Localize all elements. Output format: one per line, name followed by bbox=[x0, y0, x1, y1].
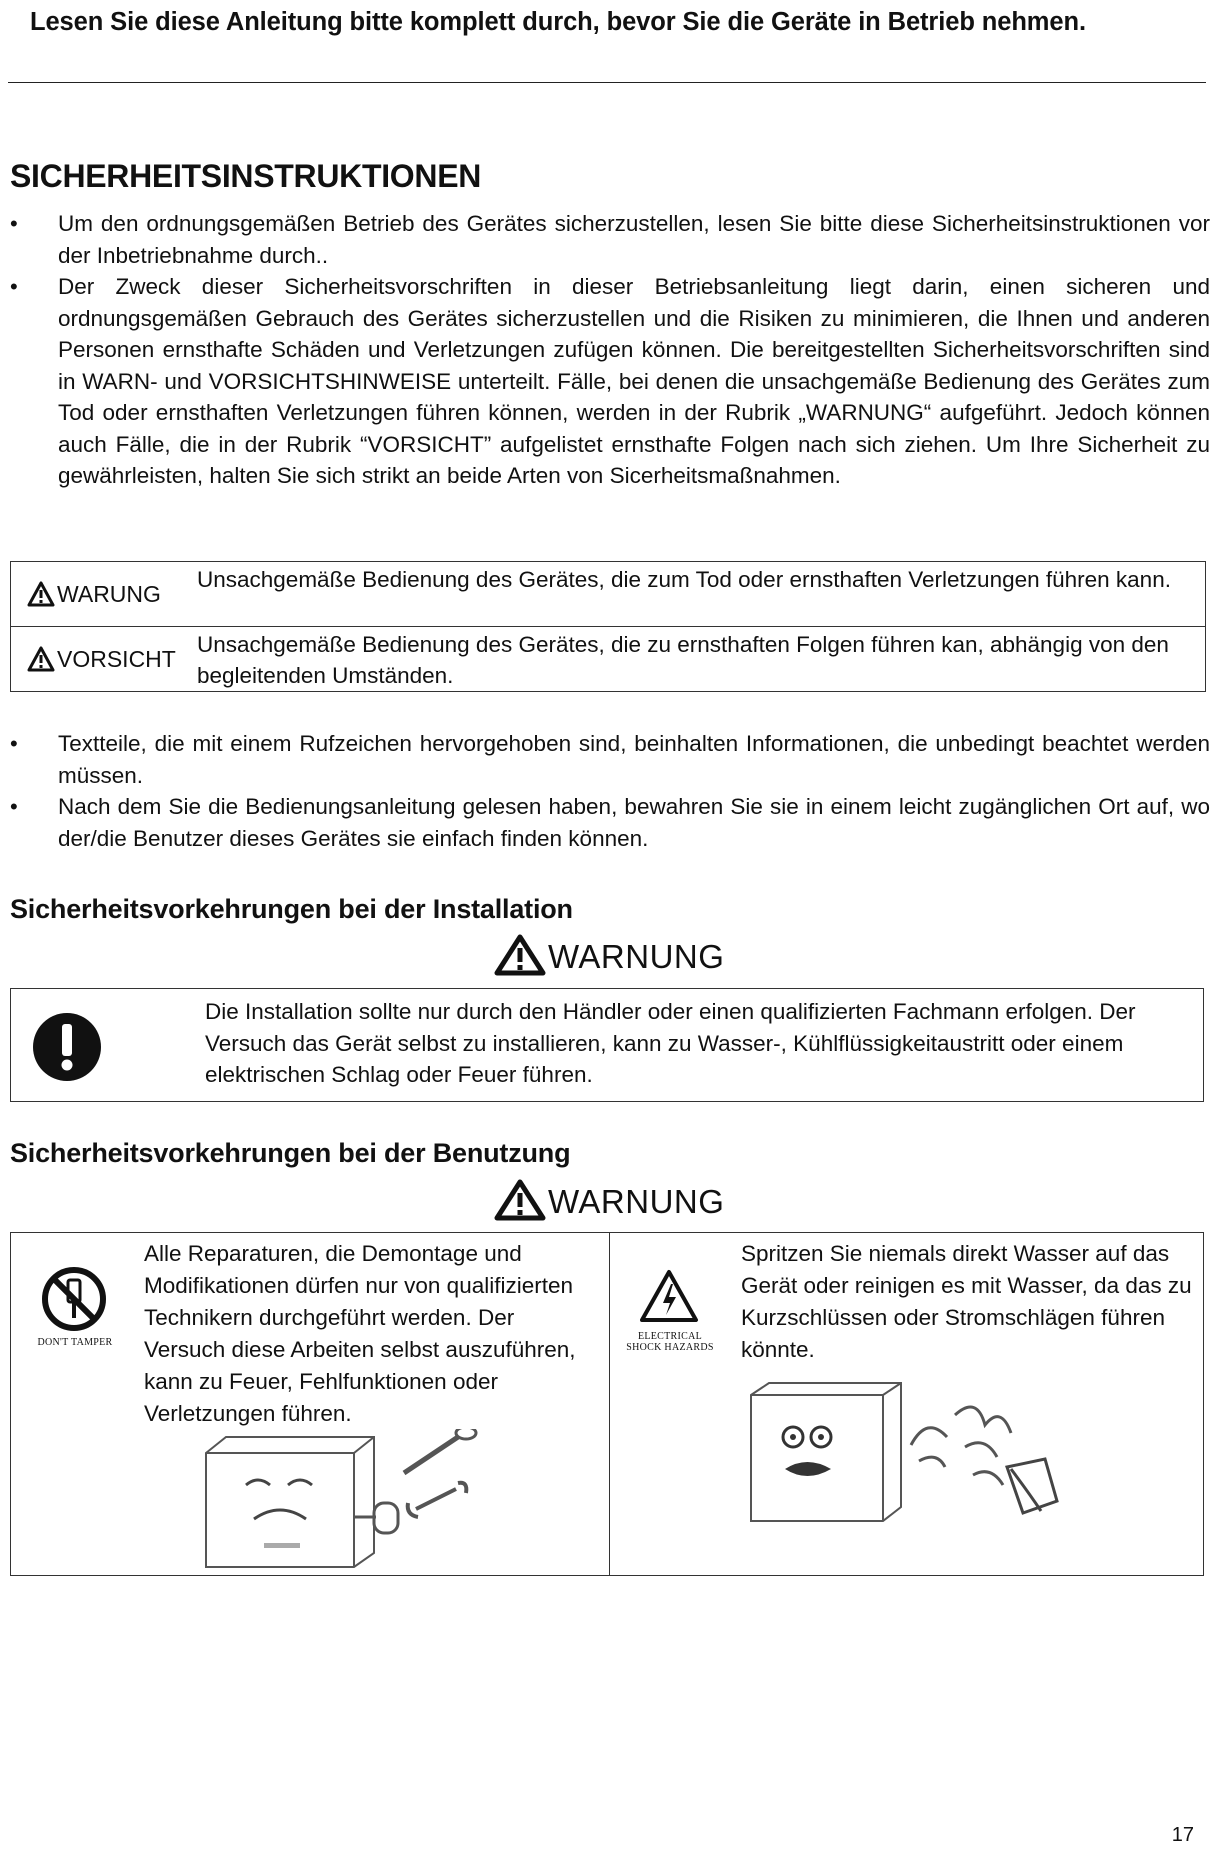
header-divider bbox=[8, 82, 1206, 83]
warning-triangle-icon bbox=[494, 1179, 546, 1221]
definition-label-text: WARUNG bbox=[57, 580, 161, 607]
usage-warning-box bbox=[10, 1232, 1204, 1576]
definition-text: Unsachgemäße Bedienung des Gerätes, die zum Tod oder ernsthaften Verletzungen führen kann. bbox=[197, 567, 1171, 592]
list-item: • Der Zweck dieser Sicherheitsvorschriften in dieser Betriebsanleitung liegt darin, einen sicheren und ordnungsgemäßen Gebrauch des Gerätes sicherzustellen und die Risiken zu minimieren, die Ihnen und anderen Personen ernsthafte Schäden und Verletzungen zufügen können. Die bereitgestellten Sicherheitsvorschriften sind in WARN- und VORSICHTSHINWEISE unterteilt. Fälle, bei denen die unsachgemäße Bedienung des Gerätes zum Tod oder ernsthaften Verletzungen führen können, werden in der Rubrik „WARNUNG“ aufgeführt. Jedoch können auch Fälle, die in der Rubrik “VORSICHT” aufgelistet ernsthafte Folgen nach sich ziehen. Um Ihre Sicherheit zu gewährleisten, halten Sie sich strikt an beide Arten von Sicerheitsmaßnahmen. bbox=[0, 271, 1210, 492]
dont-tamper-icon bbox=[41, 1266, 107, 1332]
electrical-shock-hazard-icon bbox=[639, 1269, 699, 1325]
definition-label bbox=[11, 627, 189, 691]
definition-label-text: VORSICHT bbox=[57, 645, 176, 672]
definition-label bbox=[11, 562, 189, 626]
warning-triangle-icon bbox=[494, 934, 546, 976]
bullet-list-top bbox=[0, 208, 1210, 492]
list-item: • Textteile, die mit einem Rufzeichen hervorgehoben sind, beinhalten Informationen, die unbedingt beachtet werden müssen. bbox=[0, 728, 1210, 791]
section-heading-installation: Sicherheitsvorkehrungen bei der Installation bbox=[10, 894, 573, 924]
list-item: • Um den ordnungsgemäßen Betrieb des Gerätes sicherzustellen, lesen Sie bitte diese Sicherheitsinstruktionen vor der Inbetriebnahme durch.. bbox=[0, 208, 1210, 271]
definition-table bbox=[10, 561, 1206, 692]
definition-row-vorsicht bbox=[11, 627, 1205, 691]
warning-triangle-icon bbox=[27, 646, 55, 672]
section-heading-usage: Sicherheitsvorkehrungen bei der Benutzung bbox=[10, 1138, 571, 1168]
usage-left-text: Alle Reparaturen, die Demontage und Modifikationen dürfen nur von qualifizierten Technikern durchgeführt werden. Der Versuch diese Arbeiten selbst auszuführen, kann zu Feuer, Fehlfunktionen oder Verletzungen führen. bbox=[144, 1241, 576, 1426]
dont-tamper-caption: DON'T TAMPER bbox=[37, 1337, 113, 1348]
exclamation-circle-icon bbox=[31, 1011, 103, 1083]
warning-heading-text: WARNUNG bbox=[548, 1183, 725, 1220]
intro-notice: Lesen Sie diese Anleitung bitte komplett durch, bevor Sie die Geräte in Betrieb nehmen. bbox=[30, 8, 1086, 36]
page-number: 17 bbox=[1171, 1824, 1194, 1846]
usage-right-text: Spritzen Sie niemals direkt Wasser auf das Gerät oder reinigen es mit Wasser, da das zu Kurzschlüssen oder Stromschlägen führen könnte. bbox=[741, 1241, 1192, 1362]
tamper-illustration bbox=[196, 1429, 516, 1569]
page-title: SICHERHEITSINSTRUKTIONEN bbox=[10, 158, 482, 194]
definition-row-warnung bbox=[11, 562, 1205, 627]
bullet-list-bottom bbox=[0, 728, 1210, 854]
list-item: • Nach dem Sie die Bedienungsanleitung gelesen haben, bewahren Sie sie in einem leicht zugänglichen Ort auf, wo der/die Benutzer dieses Gerätes sie einfach finden können. bbox=[0, 791, 1210, 854]
warning-heading-text: WARNUNG bbox=[548, 938, 725, 975]
warning-heading bbox=[494, 1179, 724, 1221]
column-divider bbox=[609, 1233, 610, 1575]
warning-heading bbox=[494, 934, 724, 976]
installation-warning-text: Die Installation sollte nur durch den Händler oder einen qualifizierten Fachmann erfolgen. Der Versuch das Gerät selbst zu installieren, kann zu Wasser-, Kühlflüssigkeitaustritt oder einem elektrischen Schlag oder Feuer führen. bbox=[205, 999, 1136, 1087]
installation-warning-box bbox=[10, 988, 1204, 1102]
definition-text: Unsachgemäße Bedienung des Gerätes, die zu ernsthaften Folgen führen kan, abhängig von den begleitenden Umständen. bbox=[197, 632, 1169, 688]
water-splash-illustration bbox=[741, 1375, 1071, 1535]
electrical-shock-caption-1: ELECTRICAL bbox=[637, 1331, 703, 1342]
electrical-shock-caption-2: SHOCK HAZARDS bbox=[626, 1342, 714, 1353]
warning-triangle-icon bbox=[27, 581, 55, 607]
